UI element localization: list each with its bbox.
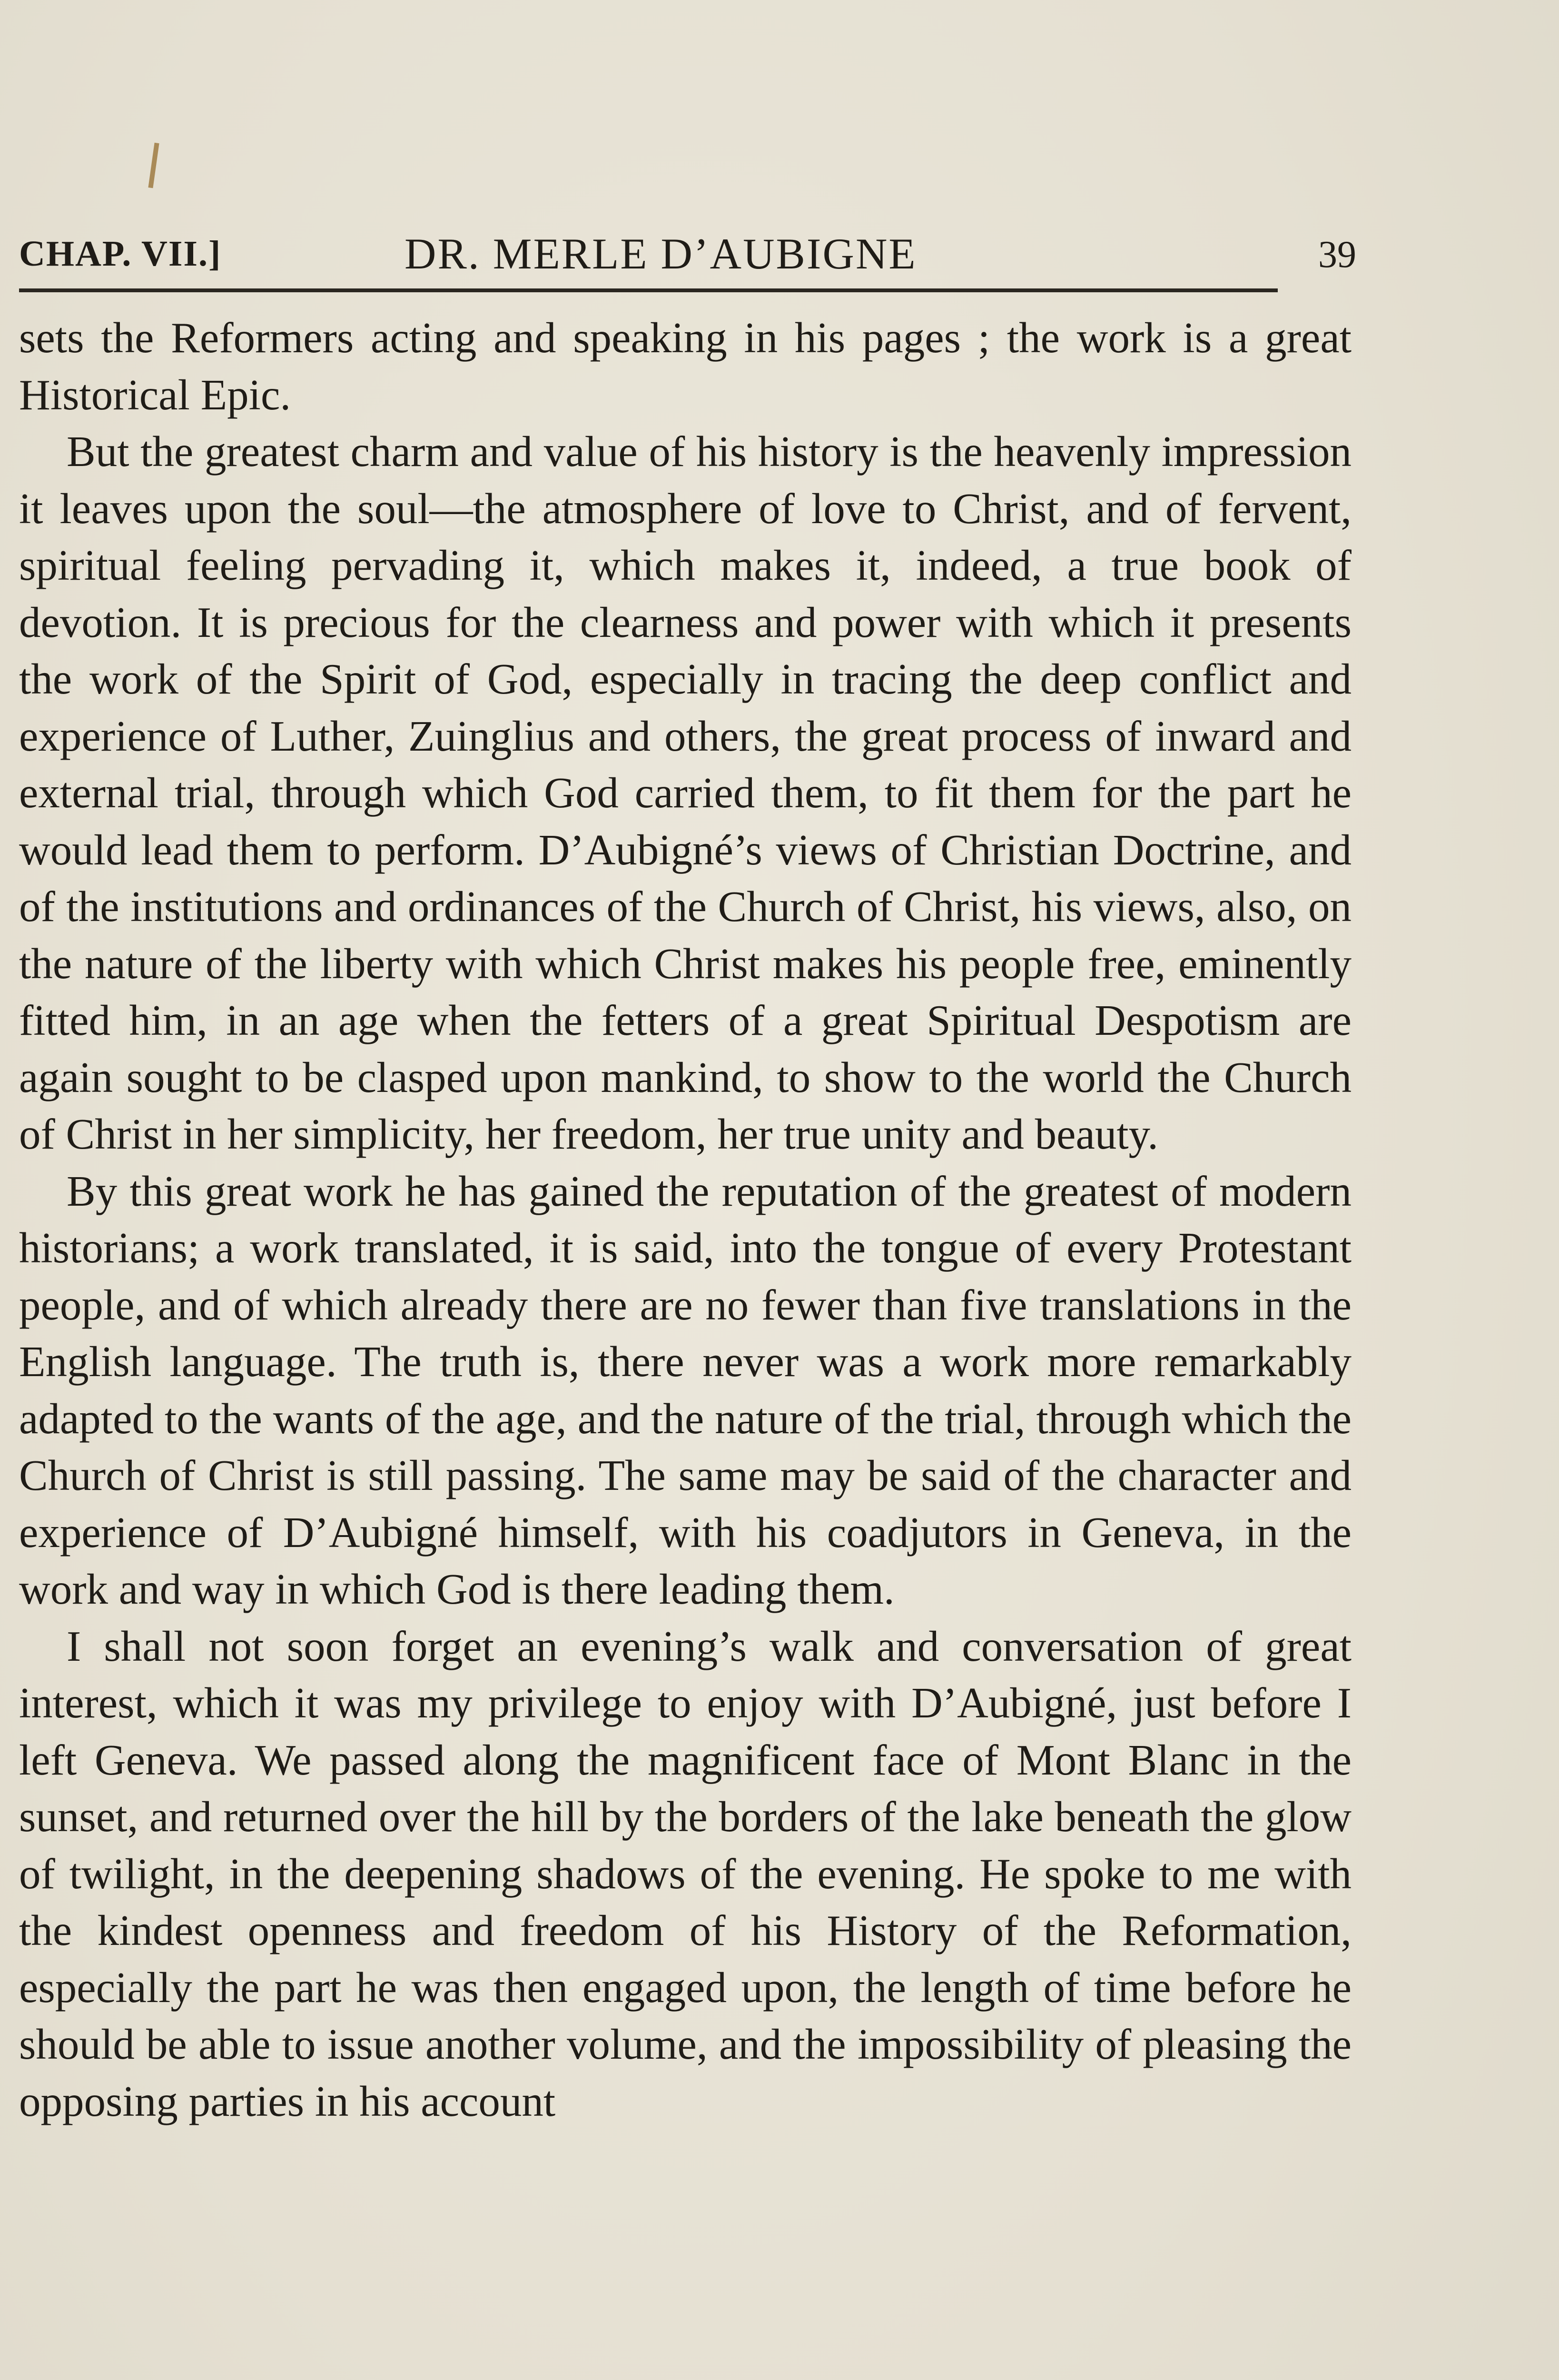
- paragraph-2: But the greatest charm and value of his history is the heavenly impression it leaves upon the soul—the atmosphere of love to Christ, and of fervent, spiritual feeling pervading it, which makes it, indeed, a true book of devotion. It is precious for the clearness and power with which it presents the work of the Spirit of God, especially in tracing the deep conflict and experience of Luther, Zuinglius and others, the great process of inward and external trial, through which God carried them, to fit them for the part he would lead them to perform. D’Aubigné’s views of Christian Doctrine, and of the institutions and ordinances of the Church of Christ, his views, also, on the nature of the liberty with which Christ makes his people free, eminently fitted him, in an age when the fetters of a great Spiritual Despotism are again sought to be clasped upon mankind, to show to the world the Church of Christ in her simplicity, her freedom, her true unity and beauty.: [19, 427, 1352, 1158]
- ink-mark: [148, 143, 159, 188]
- page-title: DR. MERLE D’AUBIGNE: [405, 229, 917, 278]
- paragraph-1: sets the Reformers acting and speaking in his pages ; the work is a great Historical Epic.: [19, 314, 1352, 419]
- body-text: [19, 309, 1352, 2130]
- running-header: [19, 224, 1356, 286]
- page-number: 39: [1318, 234, 1356, 276]
- chapter-label: CHAP. VII.]: [19, 234, 222, 274]
- header-rule: [19, 288, 1278, 292]
- paragraph-3: By this great work he has gained the reputation of the greatest of modern historians; a work translated, it is said, into the tongue of every Protestant people, and of which already there are no fewer than five translations in the English language. The truth is, there never was a work more remarkably adapted to the wants of the age, and the nature of the trial, through which the Church of Christ is still passing. The same may be said of the character and experience of D’Aubigné himself, with his coadjutors in Geneva, in the work and way in which God is there leading them.: [19, 1167, 1352, 1613]
- paragraph-4: I shall not soon forget an evening’s walk and conversation of great interest, which it was my privilege to enjoy with D’Aubigné, just before I left Geneva. We passed along the magnificent face of Mont Blanc in the sunset, and returned over the hill by the borders of the lake beneath the glow of twilight, in the deepening shadows of the evening. He spoke to me with the kindest openness and freedom of his History of the Reformation, especially the part he was then engaged upon, the length of time before he should be able to issue another volume, and the impossibility of pleasing the opposing parties in his account: [19, 1622, 1352, 2125]
